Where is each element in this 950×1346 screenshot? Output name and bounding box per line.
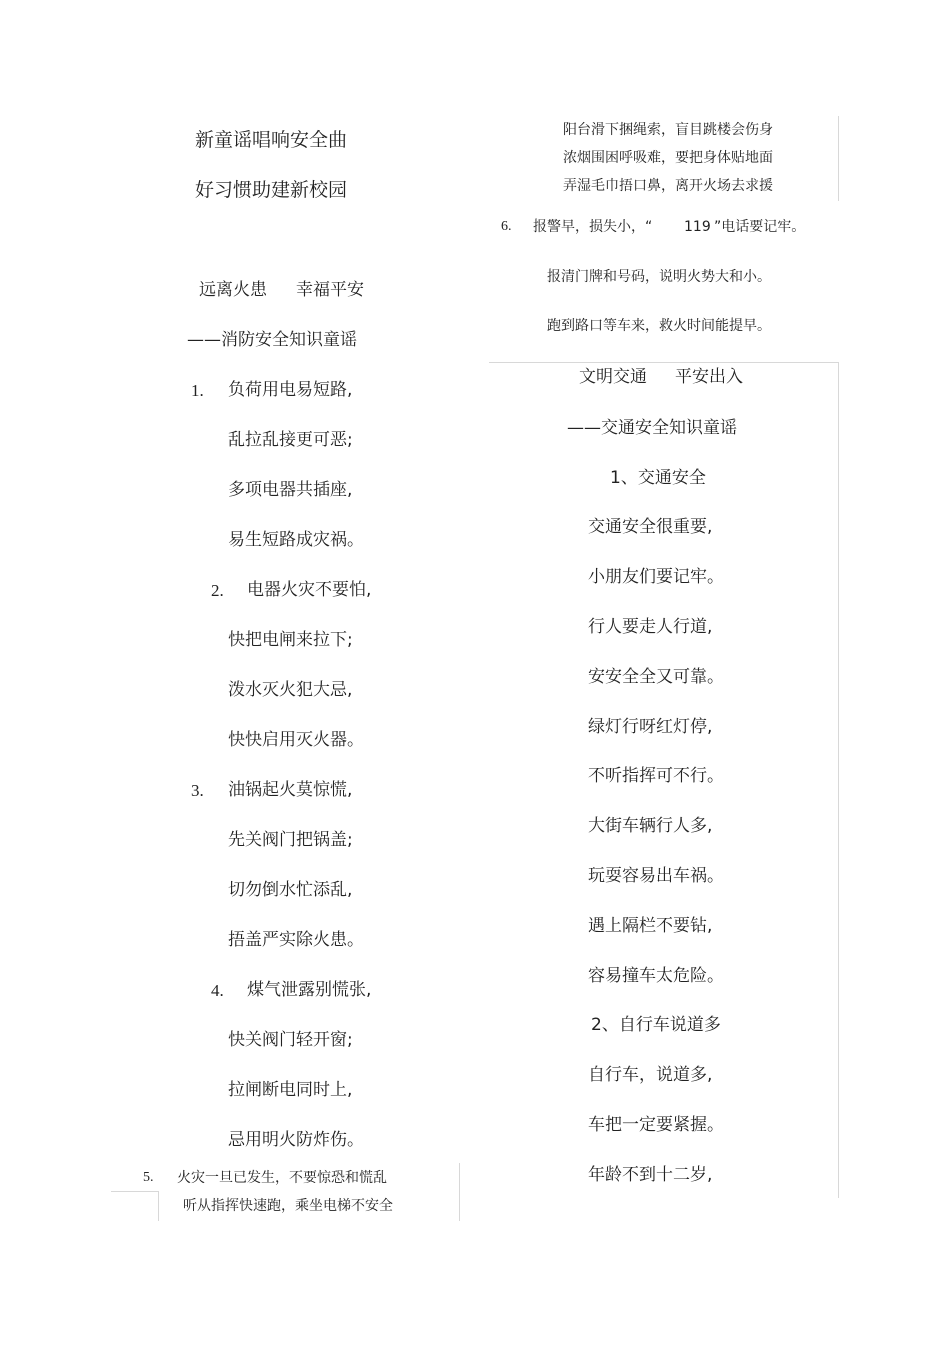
- phone-number: 119: [684, 219, 711, 235]
- verse-line: 遇上隔栏不要钻,: [588, 916, 713, 936]
- verse-line: 电器火灾不要怕,: [247, 580, 372, 600]
- verse-line: 快关阀门轻开窗;: [228, 1030, 353, 1050]
- verse-line: 大街车辆行人多,: [588, 816, 713, 836]
- table-rule: [838, 116, 839, 201]
- verse-line: 油锅起火莫惊慌,: [228, 780, 353, 800]
- stanza-number: 2.: [211, 581, 224, 600]
- stanza-number: 4.: [211, 981, 224, 1000]
- verse-line: ”电话要记牢。: [714, 219, 806, 235]
- verse-line: 报警早，损失小，“: [533, 219, 653, 235]
- verse-line: 玩耍容易出车祸。: [588, 866, 724, 886]
- verse-line: 多项电器共插座,: [228, 480, 353, 500]
- verse-line: 先关阀门把锅盖;: [228, 830, 353, 850]
- verse-line: 泼水灭火犯大忌,: [228, 680, 353, 700]
- table-rule: [459, 1163, 460, 1221]
- verse-line: 弄湿毛巾捂口鼻，离开火场去求援: [563, 178, 773, 194]
- verse-line: 浓烟围困呼吸难，要把身体贴地面: [563, 150, 773, 166]
- verse-line: 跑到路口等车来，救火时间能提早。: [547, 318, 771, 334]
- table-rule: [111, 1191, 159, 1192]
- traffic-heading: 文明交通: [579, 367, 647, 387]
- verse-line: 拉闸断电同时上,: [228, 1080, 353, 1100]
- section-heading: 1、交通安全: [610, 468, 706, 488]
- stanza-number: 3.: [191, 781, 204, 800]
- verse-line: 乱拉乱接更可恶;: [228, 430, 353, 450]
- verse-line: 忌用明火防炸伤。: [228, 1130, 364, 1150]
- verse-line: 不听指挥可不行。: [588, 766, 724, 786]
- stanza-number: 6.: [501, 219, 512, 234]
- verse-line: 交通安全很重要,: [588, 517, 713, 537]
- verse-line: 自行车，说道多,: [588, 1065, 713, 1085]
- verse-line: 容易撞车太危险。: [588, 966, 724, 986]
- table-rule: [158, 1191, 159, 1221]
- verse-line: 车把一定要紧握。: [588, 1115, 724, 1135]
- stanza-number: 5.: [143, 1170, 154, 1185]
- section-rule: [838, 362, 839, 1198]
- verse-line: 听从指挥快速跑，乘坐电梯不安全: [183, 1198, 393, 1214]
- verse-line: 快把电闸来拉下;: [228, 630, 353, 650]
- verse-line: 煤气泄露别慌张,: [247, 980, 372, 1000]
- verse-line: 阳台滑下捆绳索，盲目跳楼会伤身: [563, 122, 773, 138]
- verse-line: 负荷用电易短路,: [228, 380, 353, 400]
- section-heading: 2、自行车说道多: [591, 1015, 721, 1035]
- verse-line: 小朋友们要记牢。: [588, 567, 724, 587]
- fire-heading-2: 幸福平安: [296, 280, 364, 300]
- verse-line: 报清门牌和号码，说明火势大和小。: [547, 269, 771, 285]
- stanza-number: 1.: [191, 381, 204, 400]
- fire-heading: 远离火患: [199, 280, 267, 300]
- verse-line: 行人要走人行道,: [588, 617, 713, 637]
- traffic-heading-2: 平安出入: [675, 367, 743, 387]
- page-title-line2: 好习惯助建新校园: [195, 179, 348, 201]
- verse-line: 快快启用灭火器。: [228, 730, 364, 750]
- verse-line: 捂盖严实除火患。: [228, 930, 364, 950]
- traffic-subtitle: ——交通安全知识童谣: [567, 418, 737, 438]
- fire-subtitle: ——消防安全知识童谣: [187, 330, 357, 350]
- verse-line: 年龄不到十二岁,: [588, 1165, 713, 1185]
- verse-line: 易生短路成灾祸。: [228, 530, 364, 550]
- verse-line: 安安全全又可靠。: [588, 667, 724, 687]
- verse-line: 火灾一旦已发生，不要惊恐和慌乱: [177, 1170, 387, 1186]
- verse-line: 绿灯行呀红灯停,: [588, 717, 713, 737]
- section-rule: [489, 362, 839, 363]
- page-title-line1: 新童谣唱响安全曲: [195, 129, 348, 151]
- verse-line: 切勿倒水忙添乱,: [228, 880, 353, 900]
